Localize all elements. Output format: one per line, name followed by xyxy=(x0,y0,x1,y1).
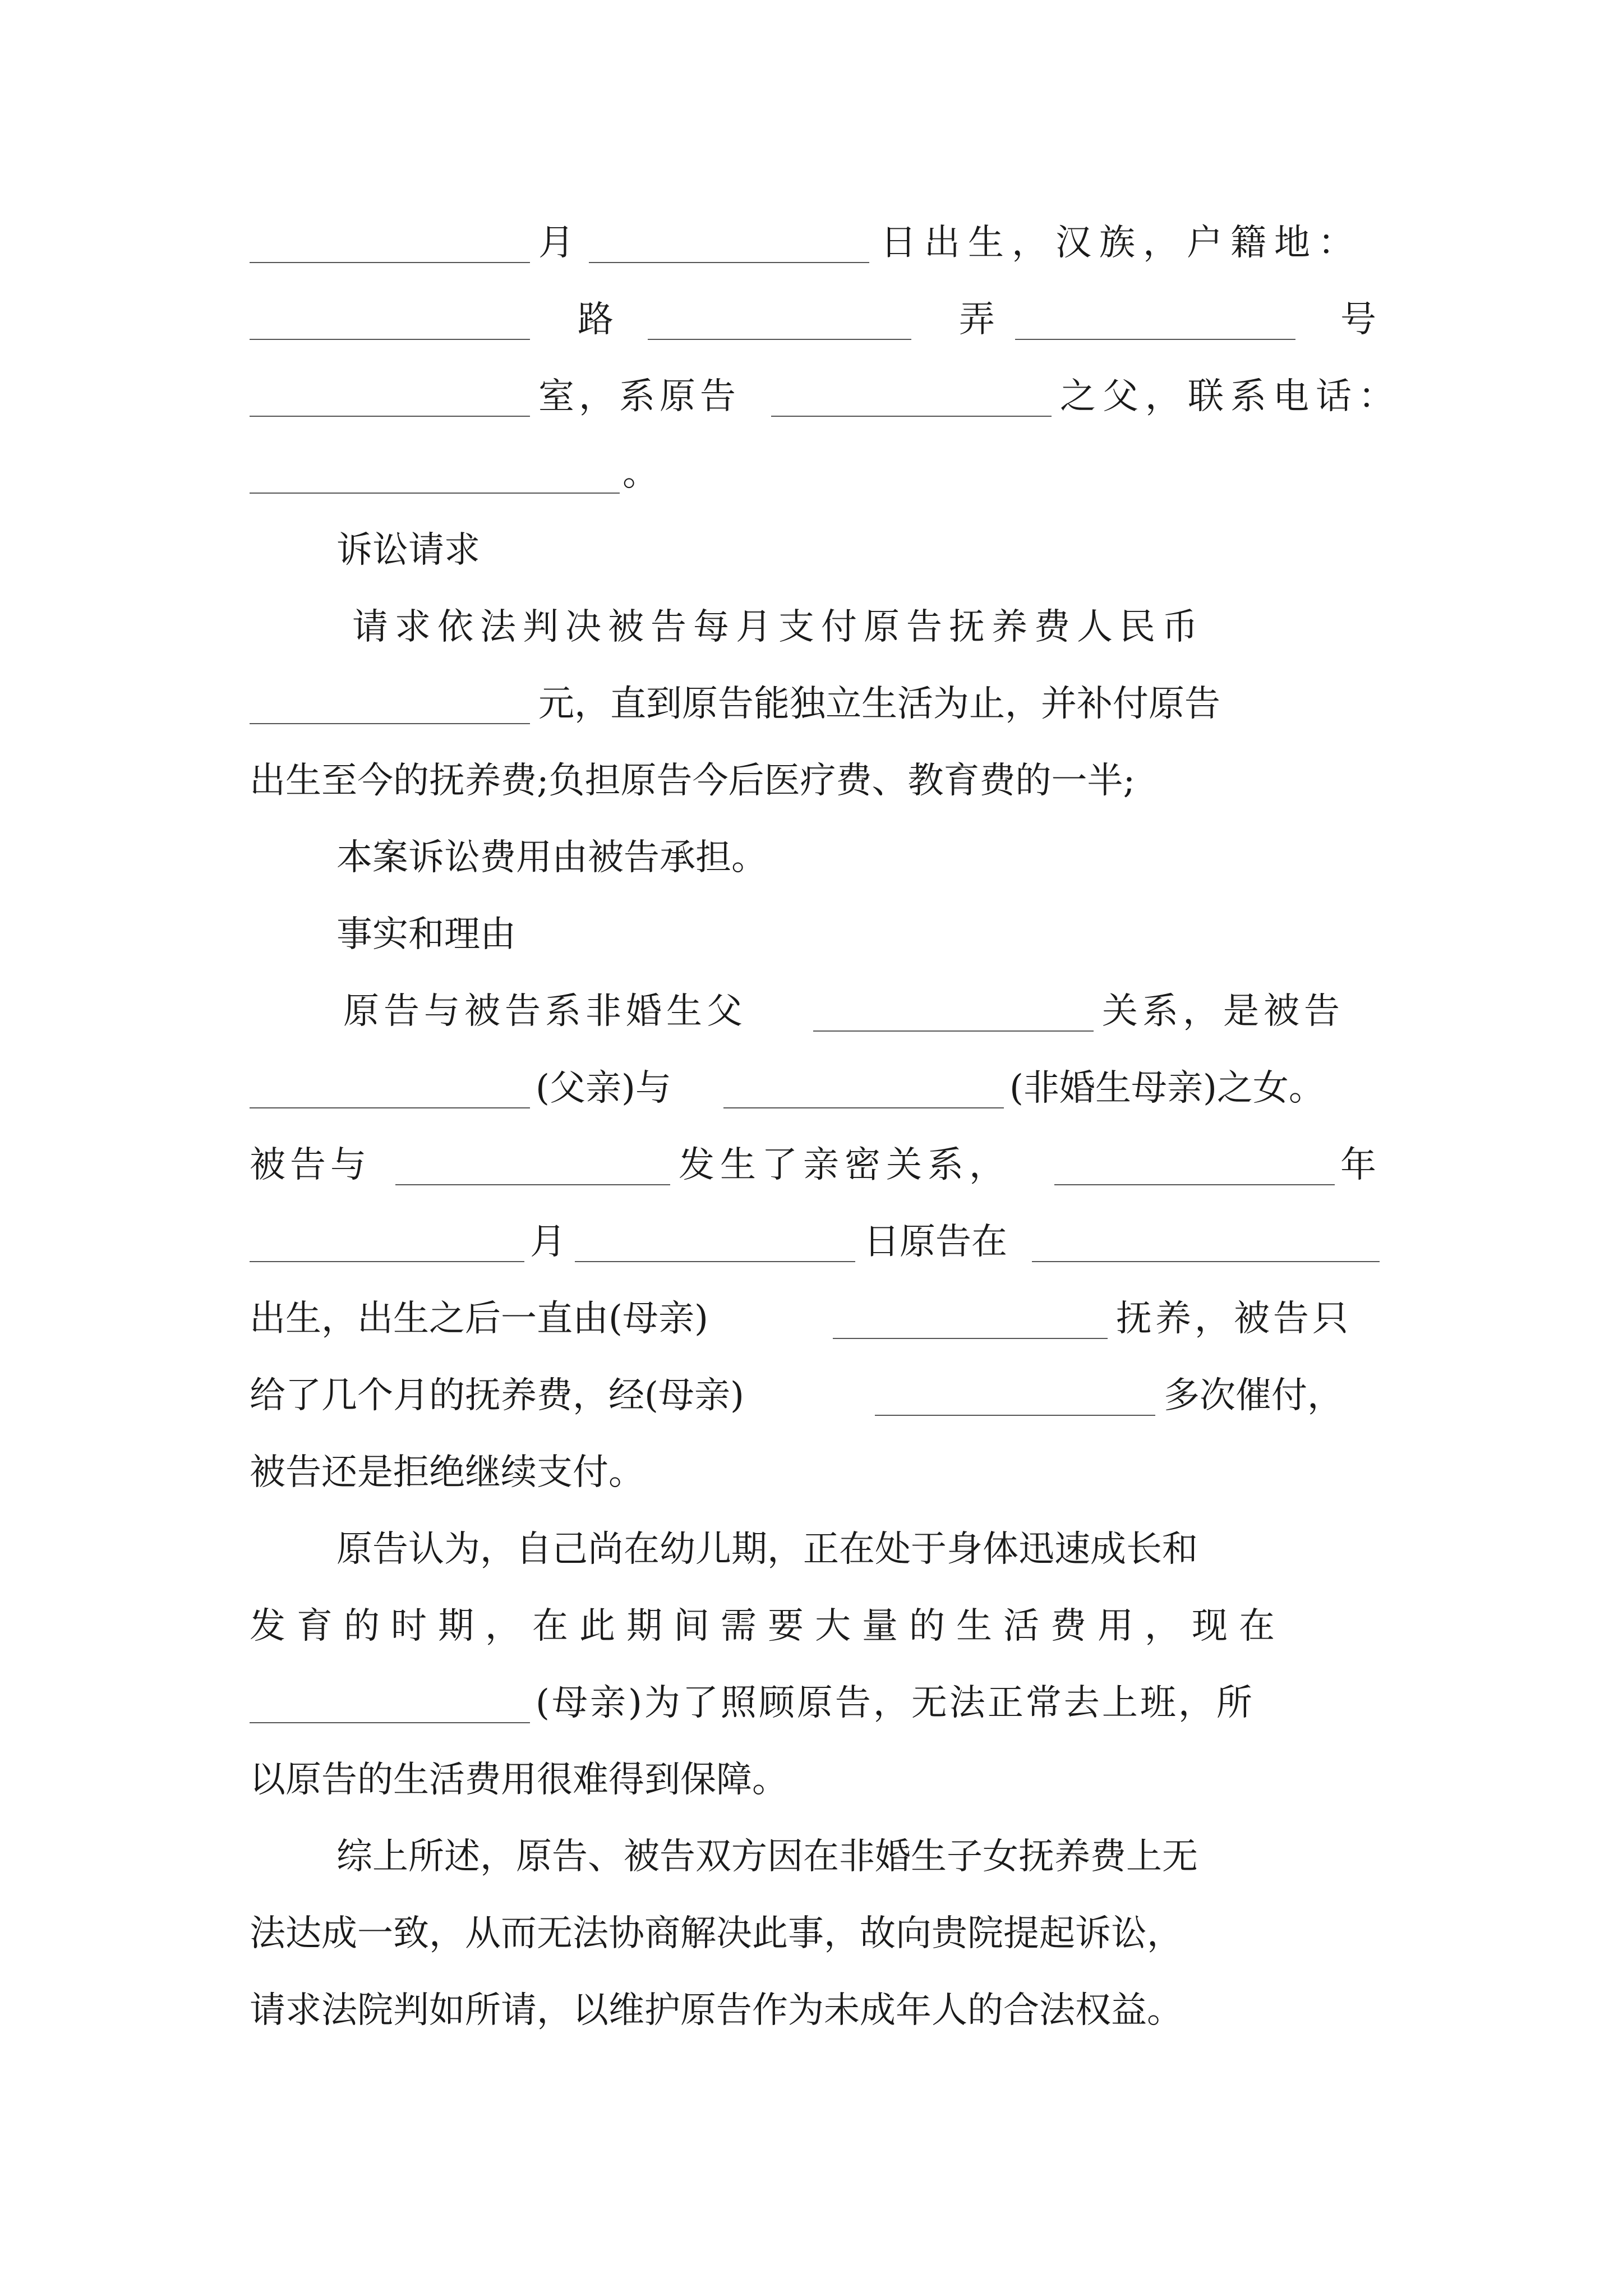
text-line: 多次催付， xyxy=(1164,1375,1343,1416)
text-line: 以原告的生活费用很难得到保障。 xyxy=(250,1759,788,1801)
blank-field[interactable] xyxy=(250,339,530,340)
text-line: 路 xyxy=(578,299,614,341)
text-line: 抚养，被告只 xyxy=(1116,1298,1352,1340)
blank-field[interactable] xyxy=(250,723,530,724)
blank-field[interactable] xyxy=(771,416,1052,417)
text-line: 被告与 xyxy=(250,1144,371,1186)
blank-field[interactable] xyxy=(250,493,620,494)
text-line: (母亲)为了照顾原告，无法正常去上班，所 xyxy=(536,1682,1255,1724)
text-line: (父亲)与 xyxy=(536,1068,671,1109)
text-line: 室，系原告 xyxy=(538,376,740,417)
text-line: 请求法院判如所请，以维护原告作为未成年人的合法权益。 xyxy=(250,1990,1183,2031)
text-line: 综上所述，原告、被告双方因在非婚生子女抚养费上无 xyxy=(336,1836,1198,1878)
text-line: 月 xyxy=(530,1221,566,1263)
section-heading: 诉讼请求 xyxy=(336,530,480,571)
blank-field[interactable] xyxy=(833,1338,1108,1339)
text-line: 发生了亲密关系， xyxy=(679,1144,1011,1186)
text-line: 给了几个月的抚养费，经(母亲) xyxy=(250,1375,744,1416)
text-line: 日原告在 xyxy=(864,1221,1007,1263)
blank-field[interactable] xyxy=(1032,1261,1380,1262)
text-line: 之父，联系电话： xyxy=(1060,376,1401,417)
text-line: 日出生，汉族，户籍地： xyxy=(880,222,1362,264)
blank-field[interactable] xyxy=(875,1415,1155,1416)
blank-field[interactable] xyxy=(589,262,869,263)
text-line: 发育的时期，在此期间需要大量的生活费用，现在 xyxy=(250,1605,1286,1647)
text-line: 原告认为，自己尚在幼儿期，正在处于身体迅速成长和 xyxy=(336,1529,1198,1570)
blank-field[interactable] xyxy=(813,1030,1094,1032)
text-line: 请求依法判决被告每月支付原告抚养费人民币 xyxy=(352,606,1205,648)
blank-field[interactable] xyxy=(250,416,530,417)
blank-field[interactable] xyxy=(395,1184,670,1185)
blank-field[interactable] xyxy=(250,1261,524,1262)
text-line: 出生，出生之后一直由(母亲) xyxy=(250,1298,708,1340)
text-line: 法达成一致，从而无法协商解决此事，故向贵院提起诉讼， xyxy=(250,1913,1183,1954)
text-line: 被告还是拒绝继续支付。 xyxy=(250,1452,644,1493)
text-line: 出生至今的抚养费;负担原告今后医疗费、教育费的一半; xyxy=(250,760,1136,802)
blank-field[interactable] xyxy=(250,1722,530,1723)
blank-field[interactable] xyxy=(1054,1184,1335,1185)
blank-field[interactable] xyxy=(250,1107,530,1108)
blank-field[interactable] xyxy=(648,339,911,340)
text-line: 。 xyxy=(623,453,658,494)
text-line: 关系，是被告 xyxy=(1102,991,1344,1032)
text-line: 原告与被告系非婚生父 xyxy=(343,991,747,1032)
text-line: 月 xyxy=(538,222,574,264)
blank-field[interactable] xyxy=(1015,339,1295,340)
text-line: 元，直到原告能独立生活为止，并补付原告 xyxy=(538,683,1220,725)
blank-field[interactable] xyxy=(575,1261,855,1262)
blank-field[interactable] xyxy=(250,262,530,263)
text-line: 弄 xyxy=(959,299,995,341)
text-line: (非婚生母亲)之女。 xyxy=(1009,1068,1325,1109)
text-line: 本案诉讼费用由被告承担。 xyxy=(336,837,767,878)
text-line: 号 xyxy=(1340,299,1376,341)
section-heading: 事实和理由 xyxy=(336,914,516,955)
blank-field[interactable] xyxy=(723,1107,1004,1108)
text-line: 年 xyxy=(1340,1144,1376,1186)
